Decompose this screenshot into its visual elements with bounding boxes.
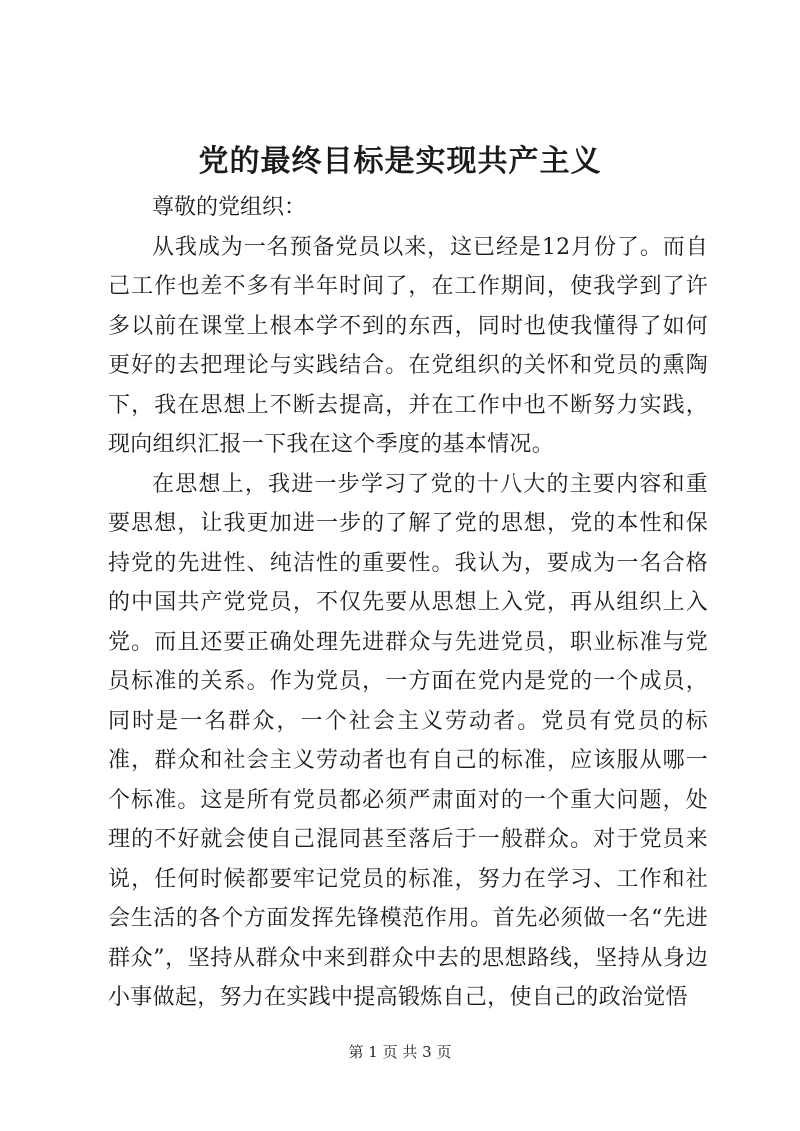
paragraph-2: 在思想上，我进一步学习了党的十八大的主要内容和重要思想，让我更加进一步的了解了党的思想，党的本性和保持党的先进性、纯洁性的重要性。我认为，要成为一名合格的中国共产党党员，不仅先要从思想上入党，再从组织上入党。而且还要正确处理先进群众与先进党员，职业标准与党员标准的关系。作为党员，一方面在党内是党的一个成员，同时是一名群众，一个社会主义劳动者。党员有党员的标准，群众和社会主义劳动者也有自己的标准，应该服从哪一个标准。这是所有党员都必须严肃面对的一个重大问题，处理的不好就会使自己混同甚至落后于一般群众。对于党员来说，任何时候都要牢记党员的标准，努力在学习、工作和社会生活的各个方面发挥先锋模范作用。首先必须做一名“先进群众”，坚持从群众中来到群众中去的思想路线，坚持从身边小事做起，努力在实践中提高锻炼自己，使自己的政治觉悟 bbox=[108, 471, 708, 1010]
document-body bbox=[108, 188, 708, 1018]
page-footer: 第 1 页 共 3 页 bbox=[348, 1043, 452, 1061]
salutation: 尊敬的党组织： bbox=[152, 195, 307, 220]
page-title: 党的最终目标是实现共产主义 bbox=[198, 144, 602, 179]
paragraph-1: 从我成为一名预备党员以来，这已经是12月份了。而自己工作也差不多有半年时间了，在工作期间，使我学到了许多以前在课堂上根本学不到的东西，同时也使我懂得了如何更好的去把理论与实践结合。在党组织的关怀和党员的熏陶下，我在思想上不断去提高，并在工作中也不断努力实践，现向组织汇报一下我在这个季度的基本情况。 bbox=[108, 234, 708, 457]
